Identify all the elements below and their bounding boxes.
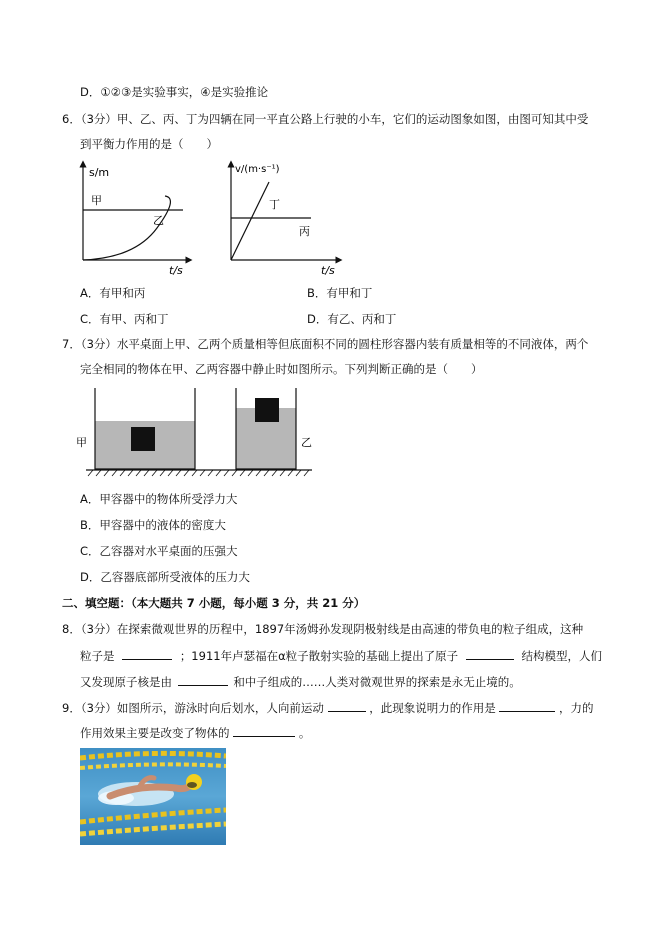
q7-option-b: B．甲容器中的液体的密度大 [80, 518, 226, 532]
q7-option-a: A．甲容器中的物体所受浮力大 [80, 492, 238, 506]
q9-line2-b: 。 [298, 726, 311, 740]
q7-stem-line1: 7．（3分）水平桌面上甲、乙两个质量相等但底面积不同的圆柱形容器内装有质量相等的不同液体，两个 [62, 337, 589, 351]
q6-st-xlabel: t/s [169, 264, 183, 277]
q7-label-jia: 甲 [76, 436, 87, 449]
q9-line1 [62, 699, 594, 716]
q9-blank-3[interactable] [233, 724, 295, 737]
q8-blank-1[interactable] [122, 647, 172, 660]
q6-vt-label-ding: 丁 [269, 198, 280, 211]
q9-line1-b: ，此现象说明力的作用是 [369, 701, 496, 715]
section2-title: 二、填空题：（本大题共 7 小题，每小题 3 分，共 21 分） [62, 596, 366, 610]
q9-swimmer-photo [80, 748, 226, 845]
q7-containers-figure [72, 384, 322, 480]
q7-label-yi: 乙 [301, 436, 312, 449]
q6-vt-xlabel: t/s [321, 264, 335, 277]
q6-vt-line-ding [231, 182, 269, 260]
q6-st-label-jia: 甲 [91, 194, 102, 207]
q6-stem-line1: 6．（3分）甲、乙、丙、丁为四辆在同一平直公路上行驶的小车，它们的运动图象如图，由图可知其中受 [62, 112, 589, 126]
q6-option-a: A．有甲和丙 [80, 286, 146, 300]
q9-blank-2[interactable] [499, 699, 555, 712]
q8-blank-3[interactable] [178, 673, 228, 686]
q8-line3-b: 和中子组成的……人类对微观世界的探索是永无止境的。 [233, 675, 521, 689]
q9-line1-a: 9．（3分）如图所示，游泳时向后划水，人向前运动 [62, 701, 324, 715]
q8-line2 [80, 647, 602, 664]
q7-stem-line2: 完全相同的物体在甲、乙两容器中静止时如图所示。下列判断正确的是（ ） [80, 362, 483, 376]
q6-st-ylabel: s/m [89, 166, 110, 179]
q6-stem-line2: 到平衡力作用的是（ ） [80, 137, 218, 151]
q6-vt-label-bing: 丙 [299, 225, 310, 238]
q7-option-c: C．乙容器对水平桌面的压强大 [80, 544, 238, 558]
q9-line1-c: ，力的 [559, 701, 594, 715]
q8-line2-c: 结构模型，人们 [521, 649, 602, 663]
q6-graph-st [65, 158, 195, 278]
q7-object-yi [255, 398, 279, 422]
q9-line2-a: 作用效果主要是改变了物体的 [80, 726, 230, 740]
q9-line2 [80, 724, 310, 741]
q6-vt-ylabel: v/(m·s⁻¹) [235, 164, 280, 175]
q8-line3 [80, 673, 521, 690]
q8-line2-b: ；1911年卢瑟福在α粒子散射实验的基础上提出了原子 [179, 649, 459, 663]
q7-table-hatch [88, 470, 309, 476]
q8-line2-a: 粒子是 [80, 649, 115, 663]
q6-graph-vt [215, 158, 345, 278]
q7-option-d: D．乙容器底部所受液体的压力大 [80, 570, 250, 584]
q6-st-label-yi: 乙 [153, 214, 164, 227]
q6-option-c: C．有甲、丙和丁 [80, 312, 169, 326]
q8-line3-a: 又发现原子核是由 [80, 675, 172, 689]
q6-option-b: B．有甲和丁 [307, 286, 373, 300]
q9-blank-1[interactable] [328, 699, 366, 712]
q5-option-d: D．①②③是实验事实，④是实验推论 [80, 85, 269, 99]
q8-line1: 8．（3分）在探索微观世界的历程中，1897年汤姆孙发现阴极射线是由高速的带负电的粒子组成，这种 [62, 622, 584, 636]
q7-object-jia [131, 427, 155, 451]
q8-blank-2[interactable] [466, 647, 514, 660]
q6-option-d: D．有乙、丙和丁 [307, 312, 397, 326]
